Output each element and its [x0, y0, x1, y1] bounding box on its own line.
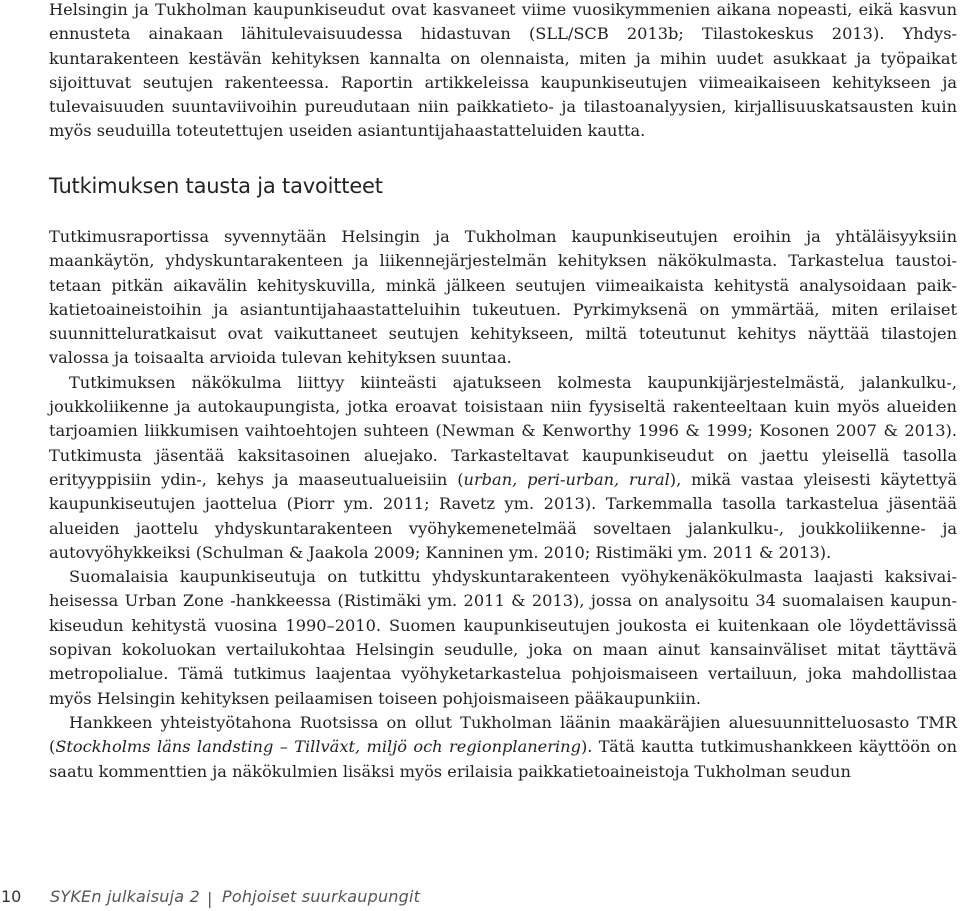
- publication-series: SYKEn julkaisuja 2: [50, 887, 200, 906]
- body-paragraph-2-text-a: Tutkimuksen näkökulma liittyy kiinteästi ajatukseen kolmesta kaupunkijärjestelmästä, jalankulku-, joukkoliikenne ja autokaupungista, jotka eroavat toisistaan niin fyysiseltä rakenteeltaan kuin myös alueiden tarjoamien liikkumisen vaihtoehtojen suhteen (Newman & Kenworthy 1996 & 1999; Kosonen 2007 & 2013). Tutkimusta jäsentää kaksitasoinen aluejako. Tarkasteltavat kaupunkiseudut on jaettu yleisellä tasolla erityyppisiin ydin-, kehys ja maaseutualueisiin (: [49, 372, 957, 489]
- footer-separator: |: [207, 889, 213, 908]
- intro-paragraph: Helsingin ja Tukholman kaupunkiseudut ovat kasvaneet viime vuosikymmenien aikana nopeasti, eikä kasvun ennusteta ainakaan lähitulevaisuudessa hidastuvan (SLL/SCB 2013b; Tilastokeskus 2013). Yhdyskuntarakenteen kestävän kehityksen kannalta on olennaista, miten ja mihin uudet asukkaat ja työpaikat sijoittuvat seutujen rakenteessa. Raportin artikkeleissa kaupunkiseutujen viimeaikaiseen kehitykseen ja tulevaisuuden suuntaviivoihin pureudutaan niin paikkatieto- ja tilastoanalyysien, kirjallisuuskatsausten kuin myös seuduilla toteutettujen useiden asiantuntijahaastatteluiden kautta.: [49, 0, 957, 141]
- body-paragraph-4: [49, 711, 957, 784]
- body-paragraph-2: [49, 371, 957, 565]
- body-paragraph-3: Suomalaisia kaupunkiseutuja on tutkittu yhdyskuntarakenteen vyöhykenäkökulmasta laajasti kaksivaiheisessa Urban Zone -hankkeessa (Ristimäki ym. 2011 & 2013), jossa on analysoitu 34 suomalaisen kaupunkiseudun kehitystä vuosina 1990–2010. Suomen kaupunkiseutujen joukosta ei kuitenkaan ole löydettävissä sopivan kokoluokan vertailukohtaa Helsingin seudulle, joka on maan ainut kansainväliset mitat täyttävä metropolialue. Tämä tutkimus laajentaa vyöhyketarkastelua pohjoismaiseen vertailuun, joka mahdollistaa myös Helsingin kehityksen peilaamisen toiseen pohjoismaiseen pääkaupunkiin.: [49, 567, 957, 708]
- body-paragraph-1: Tutkimusraportissa syvennytään Helsingin ja Tukholman kaupunkiseutujen eroihin ja yhtäläisyyksiin maankäytön, yhdyskuntarakenteen ja liikennejärjestelmän kehityksen näkökulmasta. Tarkastelua taustoitetaan pitkän aikavälin kehityskuvilla, minkä jälkeen seutujen viimeaikaista kehitystä analysoidaan paikkatietoaineistoihin ja asiantuntijahaastatteluihin tukeutuen. Pyrkimyksenä on ymmärtää, miten erilaiset suunnitteluratkaisut ovat vaikuttaneet seutujen kehitykseen, miltä toteutunut kehitys näyttää tilastojen valossa ja toisaalta arvioida tulevan kehityksen suuntaa.: [49, 227, 957, 368]
- publication-title: Pohjoiset suurkaupungit: [222, 887, 421, 906]
- section-heading: Tutkimuksen tausta ja tavoitteet: [49, 174, 383, 198]
- body-paragraph-4-italic: Stockholms läns landsting – Tillväxt, miljö och regionplanering: [55, 737, 581, 757]
- page-number: 10: [1, 887, 22, 906]
- section-body: [49, 225, 957, 784]
- body-paragraph-4-text-b: ). Tätä kautta tutkimushankkeen käyttöön on saatu kommenttien ja näkökulmien lisäksi myös erilaisia paikkatietoaineistoja Tukholman seudun: [49, 737, 957, 781]
- body-paragraph-4-text-a: Hankkeen yhteistyötahona Ruotsissa on ollut Tukholman läänin maakäräjien aluesuunnitteluosasto TMR (: [49, 712, 957, 757]
- body-paragraph-2-italic: urban, peri-urban, rural: [463, 469, 670, 489]
- intro-section: [49, 0, 957, 144]
- body-paragraph-2-text-b: ), mikä vastaa yleisesti käytettyä kaupunkiseutujen jaottelua (Piorr ym. 2011; Ravetz ym. 2013). Tarkemmalla tasolla tarkastelua jäsentää alueiden jaottelu yhdyskuntarakenteen vyöhykemenetelmää soveltaen jalankulku-, joukkoliikenne- ja autovyöhykkeiksi (Schulman & Jaakola 2009; Kanninen ym. 2010; Ristimäki ym. 2011 & 2013).: [49, 469, 958, 562]
